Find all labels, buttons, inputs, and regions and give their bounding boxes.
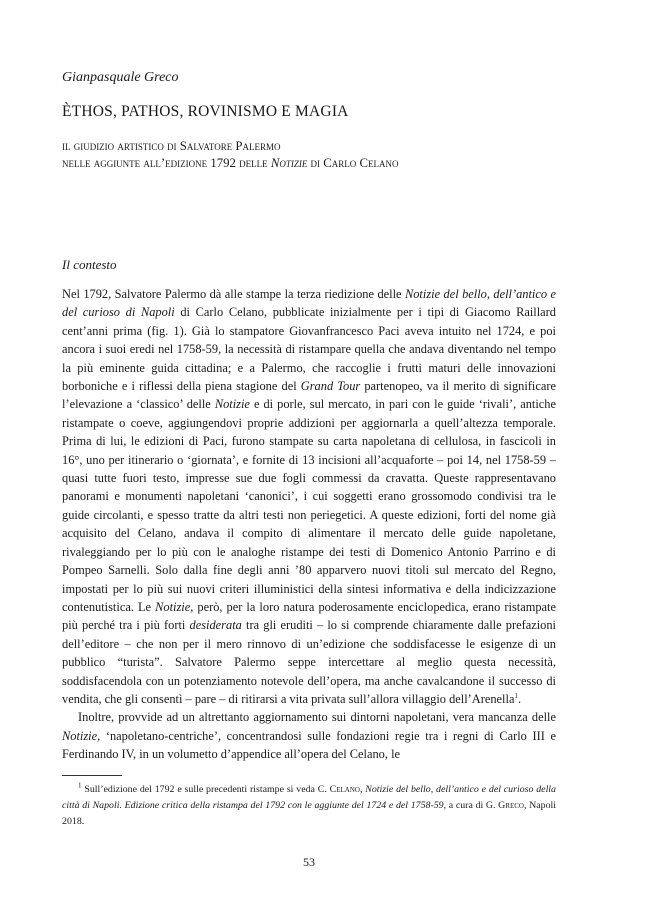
section-heading: Il contesto: [62, 257, 117, 272]
subtitle-line-2-a: nelle aggiunte all’edizione 1792 delle: [62, 156, 271, 170]
paragraph2-run: Inoltre, provvide ad un altrettanto aggiornamento sui dintorni napoletani, vera mancanza delle: [78, 710, 556, 725]
footnote-rule: [62, 775, 122, 776]
paragraph-2: [62, 708, 556, 763]
paragraph1-run: Grand Tour: [300, 379, 361, 394]
paragraph1-run: tra gli eruditi – lo si comprende chiaramente dalle prefazioni dell’editore – che non per il mero rinnovo di un’edizione che soddisfacesse le esigenze di un pubblico “turista”. Salvatore Palermo seppe intercettare al meglio questa necessità, soddisfacendola con un potenziamento notevole dell’opera, ma anche cavalcandone il successo di vendita, che gli consentì – pare – di ritirarsi a vita privata sull’allora villaggio dell’Arenella: [62, 618, 556, 706]
paragraph1-run: , però, per la loro natura poderosamente enciclopedica, erano ristampate più perché tra i più forti: [62, 599, 556, 633]
paragraph2-run: Notizie: [62, 728, 98, 743]
footnote-run: Notizie del bello, dell’antico e del curioso della città di Napoli. Edizione critica della ristampa del 1792 con le aggiunte del 1724 e del 1758-59: [62, 784, 556, 811]
footnote-run: Sull’edizione del 1792 e sulle precedenti ristampe si veda C.: [81, 784, 330, 795]
paragraph-1: [62, 285, 556, 708]
footnote-run: Greco: [498, 800, 524, 811]
footnote-run: , a cura di G.: [443, 800, 499, 811]
subtitle-line-2: [62, 155, 399, 172]
paragraph1-run: partenopeo, va il merito di significare l’elevazione a ‘classico’ delle: [62, 379, 556, 412]
paragraph2-run: , ‘napoletano-centriche’, concentrandosi sulle fondazioni regie tra i regni di Carlo III e Ferdinando IV, in un volumetto d’appendice all’opera del Celano, le: [62, 728, 556, 762]
subtitle-line-2-b: di Carlo Celano: [307, 156, 399, 170]
footnote-1: [62, 782, 556, 830]
footnote-run: , Napoli 2018.: [62, 800, 556, 827]
paragraph1-run: .: [517, 691, 522, 706]
subtitle-line-1: il giudizio artistico di Salvatore Palermo: [62, 139, 281, 153]
article-title: ÈTHOS, PATHOS, ROVINISMO E MAGIA: [62, 103, 349, 120]
footnote-run: 1: [78, 781, 82, 790]
paragraph1-run: di Carlo Celano, pubblicate inizialmente per i tipi di Giacomo Raillard cent’anni prima (fig. 1). Già lo stampatore Giovanfrancesco Paci aveva intuito nel 1724, e poi ancora i suoi eredi nel 1758-59, la necessità di ristampare quella che andava diventando nel tempo la più eminente guida cittadina; e a Palermo, che raccoglie i frutti maturi delle innovazioni borboniche e i riflessi della piena stagione del: [62, 305, 556, 394]
paragraph1-run: 1: [514, 691, 518, 700]
subtitle-line-2-italic: Notizie: [270, 156, 308, 170]
paragraph1-run: Notizie: [214, 397, 250, 412]
author-name: Gianpasquale Greco: [62, 70, 179, 85]
paragraph1-run: e di porle, sul mercato, in pari con le guide ‘rivali’, antiche ristampate o coeve, aggiungendovi proprie addizioni per aggiornarla a quell’altezza temporale. Prima di lui, le edizioni di Paci, furono stampate su carta napoletana di cellulosa, in fascicoli in 16°, uno per itinerario o ‘giornata’, e fornite di 13 incisioni all’acquaforte – poi 14, nel 1758-59 – quasi tutte fuori testo, impresse sue due fogli commessi da cravatta. Queste rappresentavano panorami e monumenti napoletani ‘canonici’, i cui soggetti erano grossomodo condivisi tra le guide circolanti, e spesso tratte da altri testi non periegetici. A queste edizioni, forti del nome già acquisito del Celano, andava il compito di alimentare il mercato delle guide napoletane, rivaleggiando per lo più con le analoghe ristampe dei testi di Domenico Antonio Parrino e di Pompeo Sarnelli. Solo dalla fine degli anni ’80 apparvero nuovi titoli sul mercato del Regno, impostati per lo più sui nuovi criteri illuministici della sintesi informativa e della indicizzazione contenutistica. Le: [62, 397, 557, 614]
article-subtitle: [62, 138, 399, 172]
paragraph1-run: Nel 1792, Salvatore Palermo dà alle stampe la terza riedizione delle: [62, 287, 405, 301]
body-text: [62, 285, 556, 764]
paragraph1-run: Notizie: [155, 599, 191, 614]
paragraph1-run: Notizie del bello, dell’antico e del curioso di Napoli: [62, 287, 557, 320]
footnote-run: ,: [359, 784, 366, 795]
paragraph1-run: desiderata: [189, 618, 242, 633]
footnote-run: Celano: [329, 784, 360, 795]
page-number: 53: [303, 855, 315, 869]
